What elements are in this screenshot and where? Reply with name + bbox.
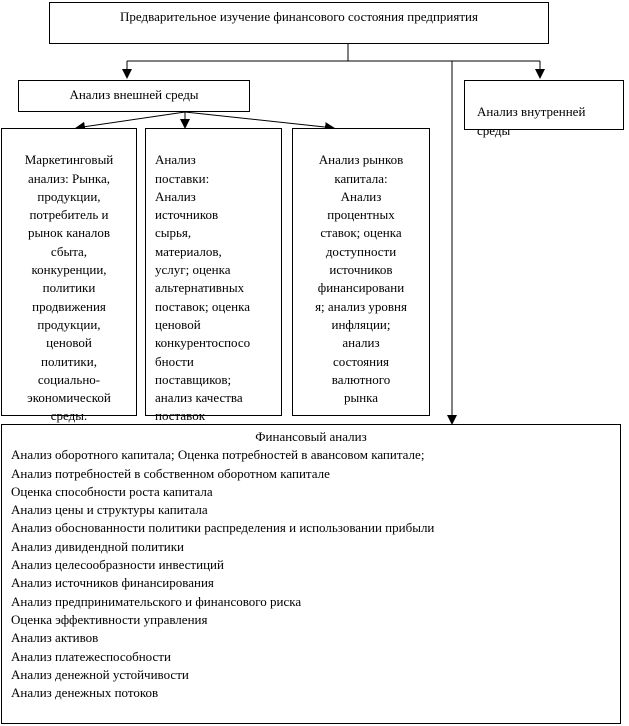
arrow-to-marketing [76,112,185,128]
financial-item: Анализ потребностей в собственном оборотном капитале [11,465,330,481]
supply-analysis-text: Анализ поставки: Анализ источников сырья, материалов, услуг; оценка альтернативных поставок; оценка ценовой конкурентоспосо бности поставщиков; анализ качества поставок [155,152,251,424]
capital-markets-text: Анализ рынков капитала: Анализ процентных ставок; оценка доступности источников финансировани я; анализ уровня инфляции; анализ состояния валютного рынка [315,152,407,406]
financial-item: Анализ оборотного капитала; Оценка потребностей в авансовом капитале; [11,447,425,463]
financial-item: Анализ предпринимательского и финансового риска [11,593,302,609]
marketing-analysis-text: Маркетинговый анализ: Рынка, продукции, потребитель и рынок каналов сбыта, конкуренции, политики продвижения продукции, ценовой политики, социально- экономической среды. [24,152,114,424]
financial-item: Анализ обоснованности политики распределения и использовании прибыли [11,520,435,536]
financial-item: Оценка эффективности управления [11,611,208,627]
financial-analysis-box [1,424,621,724]
financial-item: Анализ цены и структуры капитала [11,502,208,518]
arrow-to-capital-markets [185,112,334,128]
financial-item: Анализ платежеспособности [11,648,171,664]
supply-analysis-box [145,128,282,424]
capital-markets-box [292,128,430,416]
financial-item: Анализ источников финансирования [11,575,214,591]
financial-item: Анализ активов [11,630,99,646]
financial-item: Анализ денежной устойчивости [11,666,189,682]
external-environment-title: Анализ внешней среды [69,87,199,102]
top-box [49,2,549,44]
internal-environment-box [464,80,624,138]
marketing-analysis-box [1,128,137,424]
top-box-title: Предварительное изучение финансового состояния предприятия [120,9,478,24]
financial-item: Анализ дивидендной политики [11,538,184,554]
financial-item-list [11,446,620,702]
internal-environment-title: Анализ внутренней среды [477,104,586,138]
financial-item: Анализ целесообразности инвестиций [11,557,224,573]
financial-item: Оценка способности роста капитала [11,483,213,499]
financial-item: Анализ денежных потоков [11,685,159,701]
external-environment-box [18,80,250,112]
financial-analysis-title: Финансовый анализ [255,429,367,444]
